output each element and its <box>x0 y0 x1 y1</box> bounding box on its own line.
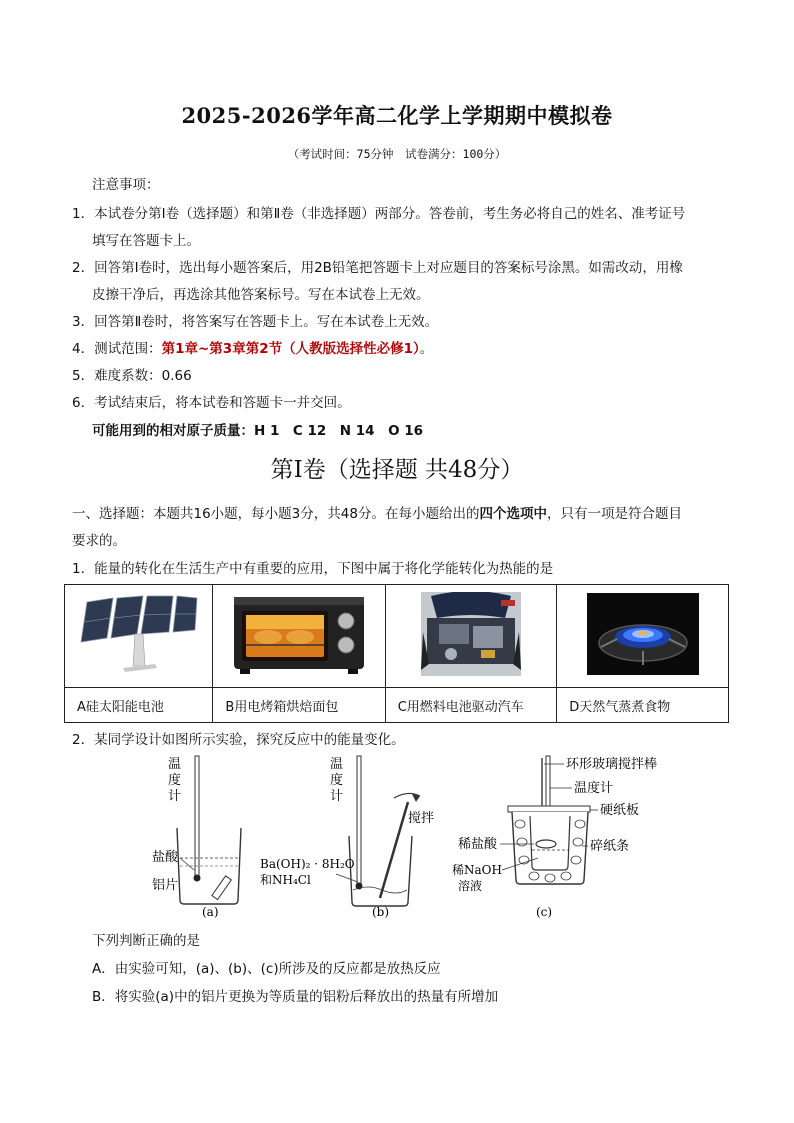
aluminum-strip <box>212 876 231 900</box>
notice-num: 1． <box>72 206 95 222</box>
notice-item-2-cont: 皮擦干净后，再选涂其他答案标号。写在本试卷上无效。 <box>92 287 430 303</box>
thermometer-label-b: 度 <box>330 773 344 788</box>
intro-prefix: 一、选择题： <box>72 506 153 522</box>
notice-text: 难度系数：0.66 <box>94 368 192 384</box>
notice-item-2 <box>72 256 683 276</box>
notice-item-6 <box>72 391 351 411</box>
intro-bold: 四个选项中 <box>479 506 547 522</box>
apparatus-a <box>152 756 241 919</box>
base-label-c: 溶液 <box>458 879 483 893</box>
q2-experiment-figure <box>150 752 670 922</box>
thermometer-label-a: 温 <box>168 757 182 772</box>
acid-label-a: 盐酸 <box>152 850 179 865</box>
metal-label-a: 铝片 <box>152 878 179 893</box>
notice-heading: 注意事项： <box>92 177 160 193</box>
intro-body: 本题共16小题，每小题3分，共48分。在每小题给出的 <box>153 506 480 522</box>
q2-option-b: B．将实验(a)中的铝片更换为等质量的铝粉后释放出的热量有所增加 <box>92 989 499 1005</box>
thermometer-label-a: 计 <box>168 789 182 804</box>
option-c-label: C用燃料电池驱动汽车 <box>385 688 557 723</box>
notice-text: 回答第Ⅰ卷时，选出每小题答案后，用2B铅笔把答题卡上对应题目的答案标号涂黑。如需改动，用橡 <box>94 260 683 276</box>
board-label-c: 硬纸板 <box>600 803 640 818</box>
notice-text: 考试结束后，将本试卷和答题卡一并交回。 <box>94 395 351 411</box>
q2-stem: 2．某同学设计如图所示实验，探究反应中的能量变化。 <box>72 732 405 748</box>
q2-option-a: A．由实验可知，(a)、(b)、(c)所涉及的反应都是放热反应 <box>92 961 441 977</box>
reagent-label-b: 和NH₄Cl <box>260 873 311 887</box>
option-b-image <box>213 585 385 688</box>
notice-num: 5． <box>72 368 95 384</box>
caption-b: (b) <box>372 905 390 919</box>
q1-stem: 1．能量的转化在生活生产中有重要的应用，下图中属于将化学能转化为热能的是 <box>72 561 554 577</box>
notice-item-5 <box>72 364 192 384</box>
notice-text: 测试范围： <box>94 341 162 357</box>
fuel-cell-car-icon <box>421 592 521 676</box>
caption-a: (a) <box>202 905 219 919</box>
section-intro <box>72 502 682 522</box>
paper-label-c: 碎纸条 <box>590 839 630 854</box>
section-title: 第Ⅰ卷（选择题 共48分） <box>270 457 524 483</box>
notice-text: 本试卷分第Ⅰ卷（选择题）和第Ⅱ卷（非选择题）两部分。答卷前，考生务必将自己的姓名、准考证号 <box>94 206 686 222</box>
notice-tail: 。 <box>419 341 434 357</box>
thermometer-label-a: 度 <box>168 773 182 788</box>
notice-item-3 <box>72 310 438 330</box>
intro-tail: ，只有一项是符合题目 <box>546 506 682 522</box>
option-a-image <box>65 585 213 688</box>
reagent-label-b: Ba(OH)₂ · 8H₂O <box>260 857 355 871</box>
q2-prompt: 下列判断正确的是 <box>92 933 200 949</box>
exam-subtitle: （考试时间：75分钟 试卷满分：100分） <box>287 147 507 161</box>
stir-label-b: 搅拌 <box>408 811 435 826</box>
section-intro-cont: 要求的。 <box>72 533 126 549</box>
apparatus-c <box>452 756 657 919</box>
cardboard-lid <box>508 806 590 812</box>
q1-options-table <box>64 584 729 723</box>
thermometer-b <box>357 756 361 884</box>
notice-num: 2． <box>72 260 95 276</box>
test-scope: 第1章~第3章第2节（人教版选择性必修1） <box>161 341 420 357</box>
atomic-mass-line: 可能用到的相对原子质量：H 1 C 12 N 14 O 16 <box>92 423 424 439</box>
notice-item-4 <box>72 337 433 357</box>
rod-label-c: 环形玻璃搅拌棒 <box>566 757 658 772</box>
notice-num: 4． <box>72 341 95 357</box>
stir-rod-b <box>380 802 408 898</box>
acid-label-c: 稀盐酸 <box>458 837 498 852</box>
exam-title: 2025-2026学年高二化学上学期期中模拟卷 <box>181 103 613 128</box>
option-d-image <box>557 585 729 688</box>
option-c-image <box>385 585 557 688</box>
caption-c: (c) <box>536 905 553 919</box>
option-d-label: D天然气蒸煮食物 <box>557 688 729 723</box>
notice-text: 回答第Ⅱ卷时，将答案写在答题卡上。写在本试卷上无效。 <box>94 314 439 330</box>
solar-panel-icon <box>79 594 199 674</box>
notice-item-1-cont: 填写在答题卡上。 <box>92 233 200 249</box>
option-a-label: A硅太阳能电池 <box>65 688 213 723</box>
apparatus-b <box>260 756 434 919</box>
toaster-oven-icon <box>230 591 368 677</box>
thermometer-label-b: 温 <box>330 757 344 772</box>
gas-stove-icon <box>587 593 699 675</box>
notice-num: 3． <box>72 314 95 330</box>
thermometer-label-c: 温度计 <box>574 781 614 796</box>
thermometer-label-b: 计 <box>330 789 344 804</box>
option-b-label: B用电烤箱烘焙面包 <box>213 688 385 723</box>
base-label-c: 稀NaOH <box>452 863 502 877</box>
notice-item-1 <box>72 202 685 222</box>
notice-num: 6． <box>72 395 95 411</box>
